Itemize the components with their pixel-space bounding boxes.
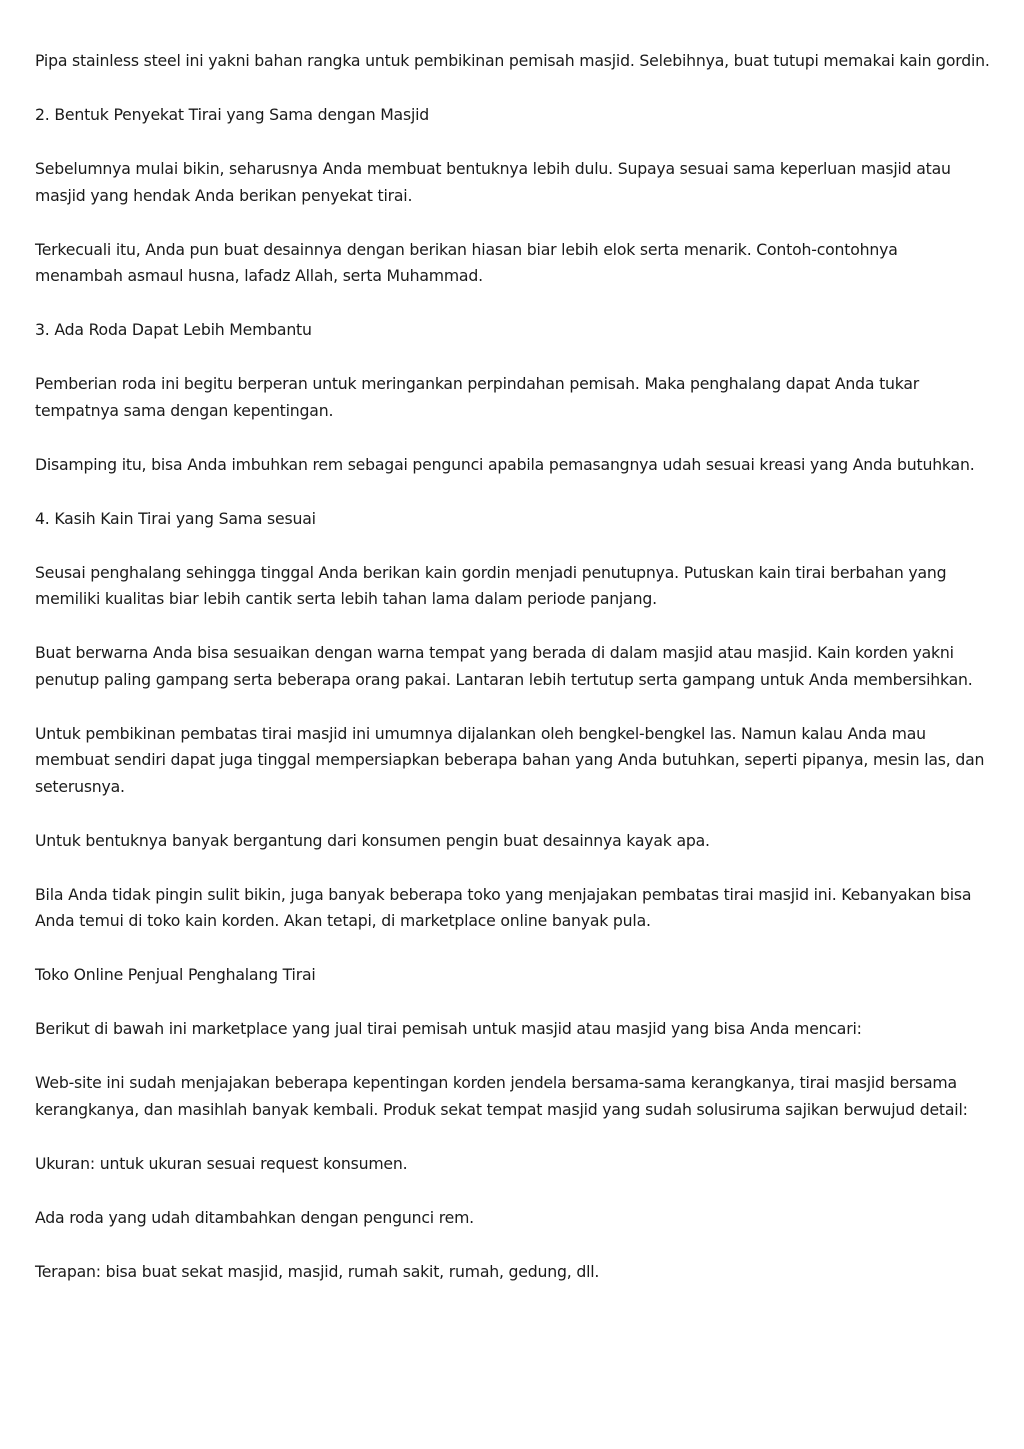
detail-application: Terapan: bisa buat sekat masjid, masjid, rumah sakit, rumah, gedung, dll. bbox=[35, 1261, 600, 1281]
paragraph-brake-lock: Disamping itu, bisa Anda imbuhkan rem sebagai pengunci apabila pemasangnya udah sesuai kreasi yang Anda butuhkan. bbox=[35, 454, 975, 474]
paragraph-decoration: Terkecuali itu, Anda pun buat desainnya dengan berikan hiasan biar lebih elok serta menarik. Contoh-contohnya menambah asmaul husna, lafadz Allah, serta Muhammad. bbox=[35, 239, 898, 285]
paragraph-shops: Bila Anda tidak pingin sulit bikin, juga banyak beberapa toko yang menjajakan pembatas tirai masjid ini. Kebanyakan bisa Anda temui di toko kain korden. Akan tetapi, di marketplace online banyak pula. bbox=[35, 884, 972, 930]
heading-step-3: 3. Ada Roda Dapat Lebih Membantu bbox=[35, 320, 312, 339]
paragraph-curtain-fabric: Seusai penghalang sehingga tinggal Anda berikan kain gordin menjadi penutupnya. Putuskan kain tirai berbahan yang memiliki kualitas biar lebih cantik serta lebih tahan lama dalam periode panjang. bbox=[35, 562, 947, 608]
paragraph-welding: Untuk pembikinan pembatas tirai masjid ini umumnya dijalankan oleh bengkel-bengkel las. Namun kalau Anda mau membuat sendiri dapat juga tinggal mempersiapkan beberapa bahan yang Anda butuhkan, seperti pipanya, mesin las, dan seterusnya. bbox=[35, 723, 985, 796]
paragraph-consumer-design: Untuk bentuknya banyak bergantung dari konsumen pengin buat desainnya kayak apa. bbox=[35, 830, 710, 850]
paragraph-design-shape: Sebelumnya mulai bikin, seharusnya Anda membuat bentuknya lebih dulu. Supaya sesuai sama keperluan masjid atau masjid yang hendak Anda berikan penyekat tirai. bbox=[35, 159, 951, 205]
paragraph-marketplace-intro: Berikut di bawah ini marketplace yang jual tirai pemisah untuk masjid atau masjid yang bisa Anda mencari: bbox=[35, 1019, 862, 1038]
heading-step-2: 2. Bentuk Penyekat Tirai yang Sama dengan Masjid bbox=[35, 105, 430, 124]
paragraph-wheels: Pemberian roda ini begitu berperan untuk meringankan perpindahan pemisah. Maka penghalang dapat Anda tukar tempatnya sama dengan kepentingan. bbox=[35, 374, 920, 420]
document-body bbox=[35, 48, 990, 1313]
detail-wheels-brake: Ada roda yang udah ditambahkan dengan pengunci rem. bbox=[35, 1207, 474, 1227]
detail-size: Ukuran: untuk ukuran sesuai request konsumen. bbox=[35, 1153, 408, 1173]
paragraph-website-offer: Web-site ini sudah menjajakan beberapa kepentingan korden jendela bersama-sama kerangkanya, tirai masjid bersama kerangkanya, dan masihlah banyak kembali. Produk sekat tempat masjid yang sudah solusiruma sajikan berwujud detail: bbox=[35, 1073, 968, 1119]
heading-online-store: Toko Online Penjual Penghalang Tirai bbox=[35, 965, 316, 984]
paragraph-color: Buat berwarna Anda bisa sesuaikan dengan warna tempat yang berada di dalam masjid atau masjid. Kain korden yakni penutup paling gampang serta beberapa orang pakai. Lantaran lebih tertutup serta gampang untuk Anda membersihkan. bbox=[35, 643, 973, 689]
heading-step-4: 4. Kasih Kain Tirai yang Sama sesuai bbox=[35, 508, 316, 528]
paragraph-stainless-frame: Pipa stainless steel ini yakni bahan rangka untuk pembikinan pemisah masjid. Selebihnya, buat tutupi memakai kain gordin. bbox=[35, 51, 990, 70]
